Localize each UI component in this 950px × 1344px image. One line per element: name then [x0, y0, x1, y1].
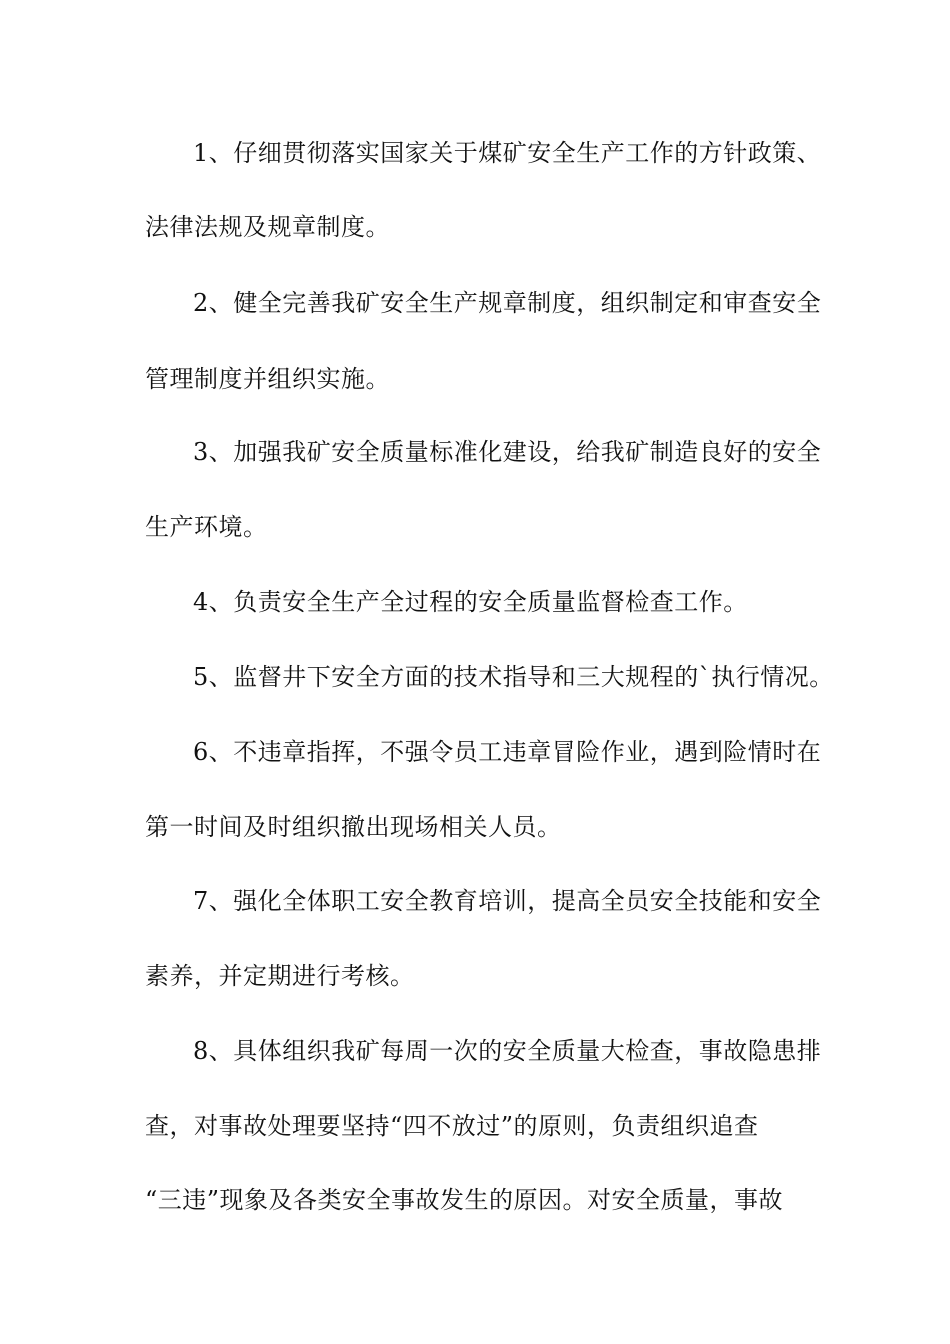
- item-7-line-2: 素养，并定期进行考核。: [145, 962, 415, 990]
- item-1-line-2: 法律法规及规章制度。: [145, 213, 390, 241]
- item-8-line-1: 8、具体组织我矿每周一次的安全质量大检查，事故隐患排: [193, 1037, 822, 1065]
- item-7-line-1: 7、强化全体职工安全教育培训，提高全员安全技能和安全: [193, 887, 822, 915]
- item-8-line-3: “三违”现象及各类安全事故发生的原因。对安全质量，事故: [145, 1186, 784, 1214]
- item-6-line-2: 第一时间及时组织撤出现场相关人员。: [145, 813, 562, 841]
- item-2-line-1: 2、健全完善我矿安全生产规章制度，组织制定和审查安全: [193, 289, 822, 317]
- item-3-line-1: 3、加强我矿安全质量标准化建设，给我矿制造良好的安全: [193, 438, 822, 466]
- item-6-line-1: 6、不违章指挥，不强令员工违章冒险作业，遇到险情时在: [193, 738, 822, 766]
- item-5-line-1: 5、监督井下安全方面的技术指导和三大规程的`执行情况。: [193, 663, 834, 691]
- item-8-line-2: 查，对事故处理要坚持“四不放过”的原则，负责组织追查: [145, 1112, 759, 1140]
- item-4-line-1: 4、负责安全生产全过程的安全质量监督检查工作。: [193, 588, 748, 616]
- item-3-line-2: 生产环境。: [145, 513, 268, 541]
- item-2-line-2: 管理制度并组织实施。: [145, 365, 390, 393]
- item-1-line-1: 1、仔细贯彻落实国家关于煤矿安全生产工作的方针政策、: [193, 139, 822, 167]
